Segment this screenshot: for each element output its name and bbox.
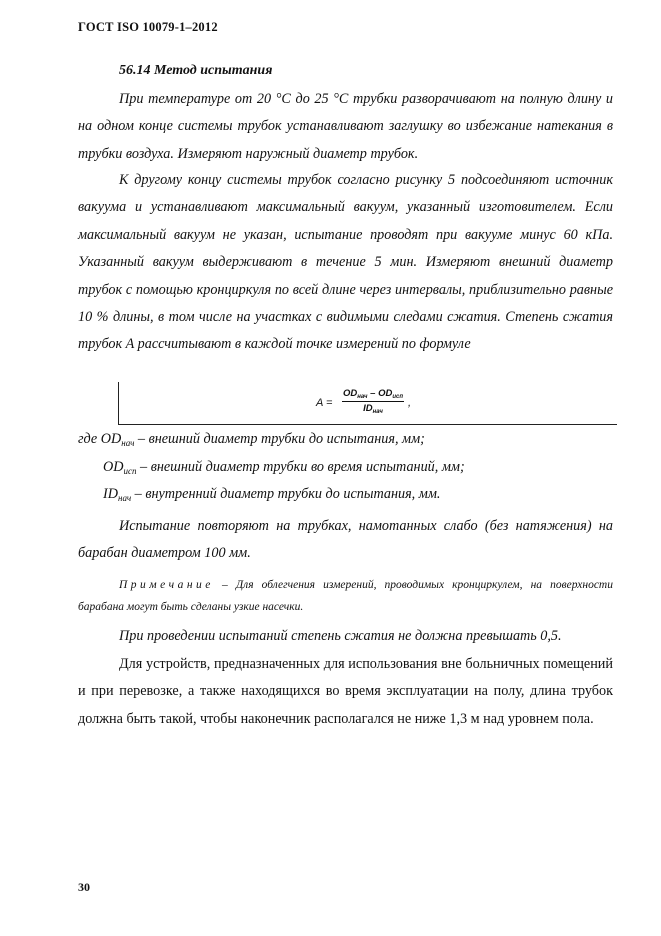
document-header: ГОСТ ISO 10079-1–2012 <box>78 20 218 34</box>
paragraph-drum-repeat: Испытание повторяют на трубках, намотанных слабо (без натяжения) на барабан диаметром 100 мм. <box>78 518 613 562</box>
definition-id-initial: $ID_{нач}$ – внутренний диаметр трубки до испытания, мм. <box>103 486 441 503</box>
formula-denominator: $ID_{нач}$ <box>363 403 383 415</box>
section-heading: 56.14 Метод испытания <box>119 63 273 78</box>
formula-fraction <box>342 388 404 415</box>
formula-numerator: $OD_{нач} - OD_{исп}$ <box>343 388 403 400</box>
paragraph-vacuum-procedure: К другому концу системы трубок согласно рисунку 5 подсоединяют источник вакуума и устанавливают максимальный вакуум, указанный изготовителем. Если максимальный вакуум не указан, испытание проводят при вакууме минус 60 кПа. Указанный вакуум выдерживают в течение 5 мин. Измеряют внешний диаметр трубок с помощью кронциркуля по всей длине через интервалы, приблизительно равные 10 % длины, в том числе на участках с видимыми следами сжатия. Степень сжатия трубок A рассчитывают в каждой точке измерений по формуле <box>78 172 613 353</box>
note-label: Примечание <box>119 579 214 591</box>
formula-lhs: A = <box>316 397 333 409</box>
paragraph-compression-limit: При проведении испытаний степень сжатия не должна превышать 0,5. <box>119 628 562 644</box>
definition-od-initial: где $OD_{нач}$ – внешний диаметр трубки до испытания, мм; <box>78 431 425 448</box>
definition-od-test: $OD_{исп}$ – внешний диаметр трубки во время испытаний, мм; <box>103 459 465 476</box>
formula-trailing-comma: , <box>408 397 412 409</box>
note-block <box>78 574 613 618</box>
paragraph-temperature: При температуре от 20 °С до 25 °С трубки разворачивают на полную длину и на одном конце системы трубок устанавливают заглушку во избежание натекания в трубки воздуха. Измеряют наружный диаметр трубок. <box>78 91 613 162</box>
page-number: 30 <box>78 880 90 894</box>
note-text: – Для облегчения измерений, проводимых кронциркулем, на поверхности барабана могут быть сделаны узкие насечки. <box>78 579 613 613</box>
paragraph-tube-length: Для устройств, предназначенных для использования вне больничных помещений и при перевозке, а также находящихся во время эксплуатации на полу, длина трубок должна быть такой, чтобы наконечник располагался не ниже 1,3 м над уровнем пола. <box>78 656 613 727</box>
